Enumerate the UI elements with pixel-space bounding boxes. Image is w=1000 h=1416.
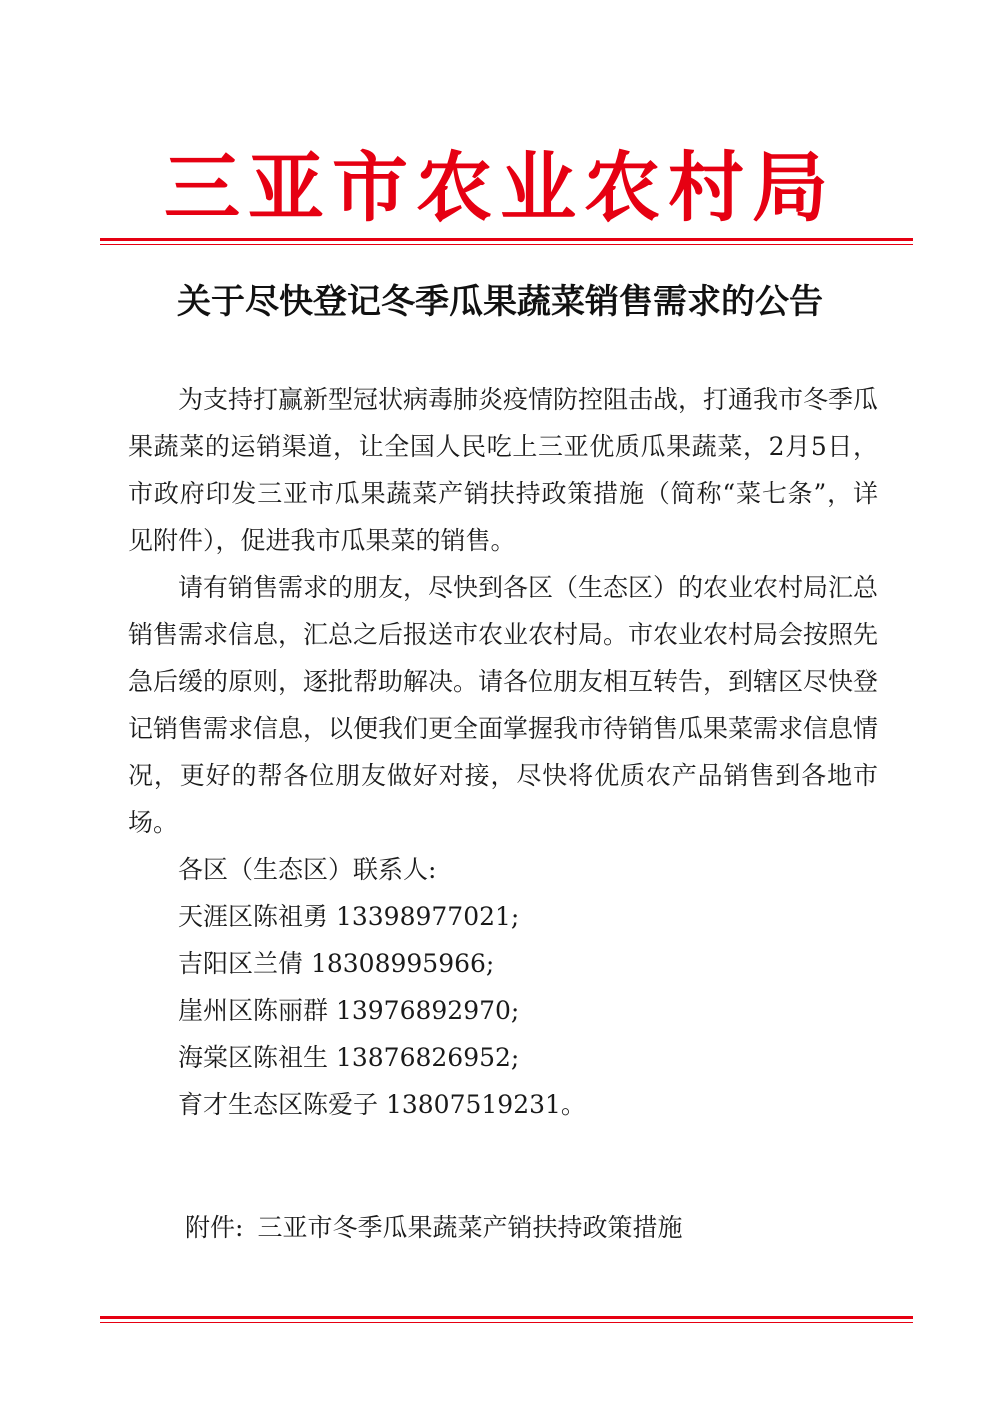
divider-thick-line [100, 1316, 913, 1319]
contact-item: 天涯区陈祖勇 13398977021; [178, 902, 520, 931]
divider-thick-line [100, 238, 913, 241]
contact-item: 育才生态区陈爱子 13807519231。 [178, 1090, 586, 1119]
letterhead-divider [100, 238, 913, 245]
contact-item: 海棠区陈祖生 13876826952; [178, 1043, 520, 1072]
letterhead-org-name: 三亚市农业农村局 [164, 143, 836, 232]
attachment-label: 附件: [185, 1213, 244, 1242]
contact-item: 崖州区陈丽群 13976892970; [178, 996, 520, 1025]
body-paragraph: 为支持打赢新型冠状病毒肺炎疫情防控阻击战，打通我市冬季瓜果蔬菜的运销渠道，让全国人民吃上三亚优质瓜果蔬菜，2月5日，市政府印发三亚市瓜果蔬菜产销扶持政策措施（简称“菜七条”，详见附件），促进我市瓜果菜的销售。 [128, 385, 879, 555]
divider-thin-line [100, 1322, 913, 1323]
attachment-line [185, 1204, 682, 1251]
body-paragraph: 请有销售需求的朋友，尽快到各区（生态区）的农业农村局汇总销售需求信息，汇总之后报送市农业农村局。市农业农村局会按照先急后缓的原则，逐批帮助解决。请各位朋友相互转告，到辖区尽快登记销售需求信息，以便我们更全面掌握我市待销售瓜果菜需求信息情况，更好的帮各位朋友做好对接，尽快将优质农产品销售到各地市场。 [128, 573, 879, 837]
notice-body [128, 376, 878, 1128]
attachment-title: 三亚市冬季瓜果蔬菜产销扶持政策措施 [257, 1213, 683, 1242]
notice-title: 关于尽快登记冬季瓜果蔬菜销售需求的公告 [177, 282, 823, 322]
contacts-heading: 各区（生态区）联系人: [178, 855, 437, 884]
divider-thin-line [100, 244, 913, 245]
contact-item: 吉阳区兰倩 18308995966; [178, 949, 495, 978]
footer-divider [100, 1316, 913, 1323]
